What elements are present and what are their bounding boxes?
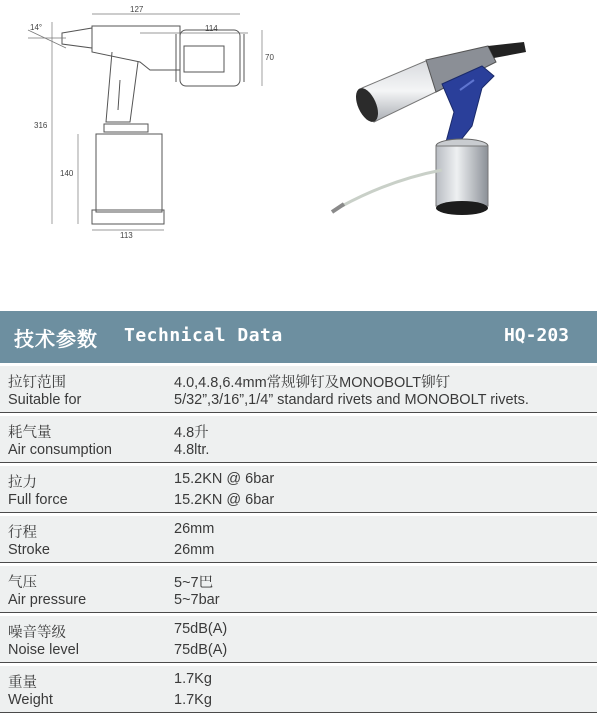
spec-value-en: 75dB(A): [174, 642, 228, 658]
spec-table: [0, 366, 597, 713]
spec-label-cn: 重量: [8, 675, 37, 691]
spec-value-en: 1.7Kg: [174, 692, 212, 708]
product-photo: [310, 30, 530, 230]
spec-label-cn: 拉力: [8, 475, 37, 491]
spec-value-cn: 4.8升: [174, 425, 209, 441]
dim-cylinder-length: 114: [205, 24, 218, 33]
spec-row-air-pressure: [0, 566, 597, 613]
spec-label-en: Full force: [8, 492, 68, 508]
dim-base-width: 113: [120, 231, 133, 240]
spec-label-en: Suitable for: [8, 392, 82, 408]
spec-row-weight: [0, 666, 597, 713]
spec-label-en: Weight: [8, 692, 53, 708]
technical-drawing: [0, 0, 290, 250]
spec-label-cn: 拉钉范围: [8, 375, 66, 391]
spec-value-en: 26mm: [174, 542, 215, 558]
spec-value-cn: 4.0,4.8,6.4mm常规铆钉及MONOBOLT铆钉: [174, 375, 451, 391]
spec-row-full-force: [0, 466, 597, 513]
spec-label-en: Stroke: [8, 542, 50, 558]
spec-row-suitable-for: [0, 366, 597, 413]
spec-label-cn: 耗气量: [8, 425, 52, 441]
spec-label-cn: 噪音等级: [8, 625, 66, 641]
dim-total-height: 316: [34, 121, 48, 130]
spec-label-en: Air pressure: [8, 592, 87, 608]
dim-cylinder-height: 70: [265, 53, 274, 62]
dim-angle: 14°: [30, 23, 43, 32]
spec-row-stroke: [0, 516, 597, 563]
spec-value-en: 5/32”,3/16”,1/4” standard rivets and MONOBOLT rivets.: [174, 392, 529, 408]
spec-label-en: Air consumption: [8, 442, 112, 458]
header-title-en: Technical Data: [124, 325, 283, 346]
spec-value-en: 15.2KN @ 6bar: [174, 492, 275, 508]
spec-label-cn: 行程: [8, 525, 37, 541]
model-number: HQ-203: [503, 325, 569, 346]
spec-value-cn: 26mm: [174, 521, 215, 537]
spec-row-air-consumption: [0, 416, 597, 463]
spec-value-en: 5~7bar: [174, 592, 220, 608]
spec-value-cn: 75dB(A): [174, 621, 228, 637]
spec-row-noise-level: [0, 616, 597, 663]
header-title-cn: 技术参数: [14, 327, 98, 351]
spec-value-cn: 1.7Kg: [174, 671, 212, 687]
dim-base-height: 140: [60, 169, 74, 178]
technical-data-header: [0, 311, 597, 366]
spec-value-cn: 5~7巴: [174, 575, 214, 591]
spec-value-cn: 15.2KN @ 6bar: [174, 471, 275, 487]
spec-label-cn: 气压: [8, 575, 37, 591]
dim-overall-length: 127: [130, 5, 144, 14]
spec-value-en: 4.8ltr.: [174, 442, 210, 458]
spec-label-en: Noise level: [8, 642, 79, 658]
